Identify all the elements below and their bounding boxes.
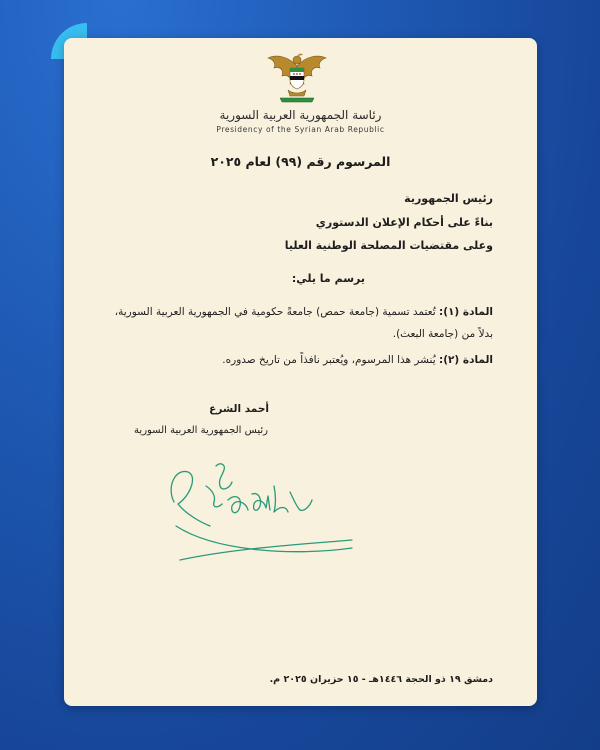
- article-1-text: تُعتمد تسمية (جامعة حمص) جامعةً حكومية في الجمهورية العربية السورية، بدلاً من (جامعة البعث).: [114, 306, 493, 340]
- handwritten-signature: [156, 456, 356, 568]
- decrees-intro: يرسم ما يلي:: [291, 272, 365, 285]
- decree-title: المرسوم رقم (٩٩) لعام ٢٠٢٥: [210, 154, 391, 169]
- organization-name-arabic: رئاسة الجمهورية العربية السورية: [219, 108, 382, 122]
- article-2-text: يُنشر هذا المرسوم، ويُعتبر نافذاً من تاريخ صدوره.: [222, 354, 436, 366]
- date-line: دمشق ١٩ ذو الحجة ١٤٤٦هـ - ١٥ حزيران ٢٠٢٥ م.: [269, 674, 493, 685]
- basis-line-1: بناءً على أحكام الإعلان الدستوري: [315, 216, 493, 229]
- basis-line-2: وعلى مقتضيات المصلحة الوطنية العليا: [284, 239, 493, 252]
- signatory-role: رئيس الجمهورية العربية السورية: [134, 425, 268, 436]
- article-1-label: المادة (١):: [439, 306, 493, 318]
- article-2: [222, 354, 493, 366]
- article-1: [103, 301, 493, 345]
- organization-name-english: Presidency of the Syrian Arab Republic: [216, 125, 385, 134]
- eagle-emblem-icon: [266, 48, 328, 108]
- signatory-name: أحمد الشرع: [209, 403, 269, 415]
- article-2-label: المادة (٢):: [439, 354, 493, 366]
- decree-document: [64, 38, 537, 706]
- addressee-line: رئيس الجمهورية: [404, 192, 493, 205]
